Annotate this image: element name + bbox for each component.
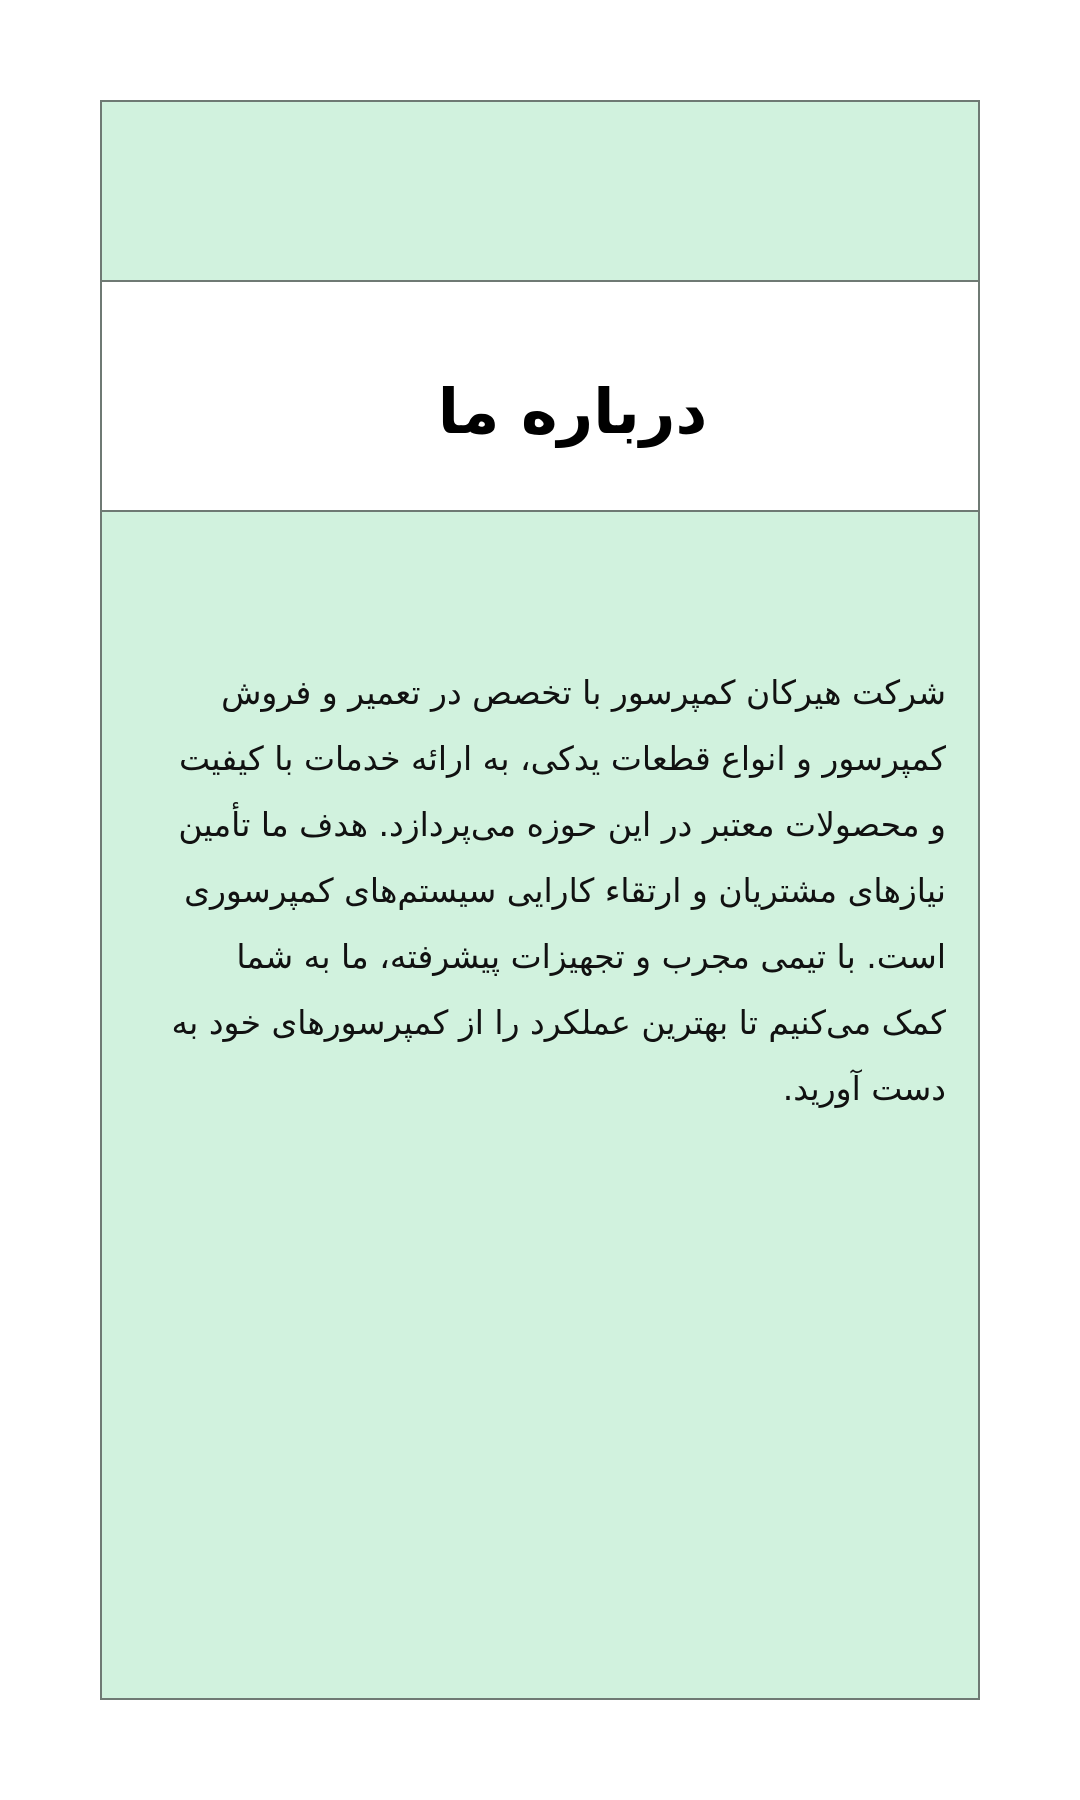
body-band [102, 512, 978, 1698]
about-paragraph: شرکت هیرکان کمپرسور با تخصص در تعمیر و فروش کمپرسور و انواع قطعات یدکی، به ارائه خدمات با کیفیت و محصولات معتبر در این حوزه می‌پردازد. هدف ما تأمین نیازهای مشتریان و ارتقاء کارایی سیستم‌های کمپرسوری است. با تیمی مجرب و تجهیزات پیشرفته، ما به شما کمک می‌کنیم تا بهترین عملکرد را از کمپرسورهای خود به دست آورید. [171, 673, 946, 1108]
header-band [102, 102, 978, 282]
about-page-container [100, 100, 980, 1700]
title-band [102, 282, 978, 512]
page-title: درباره ما [437, 374, 708, 448]
